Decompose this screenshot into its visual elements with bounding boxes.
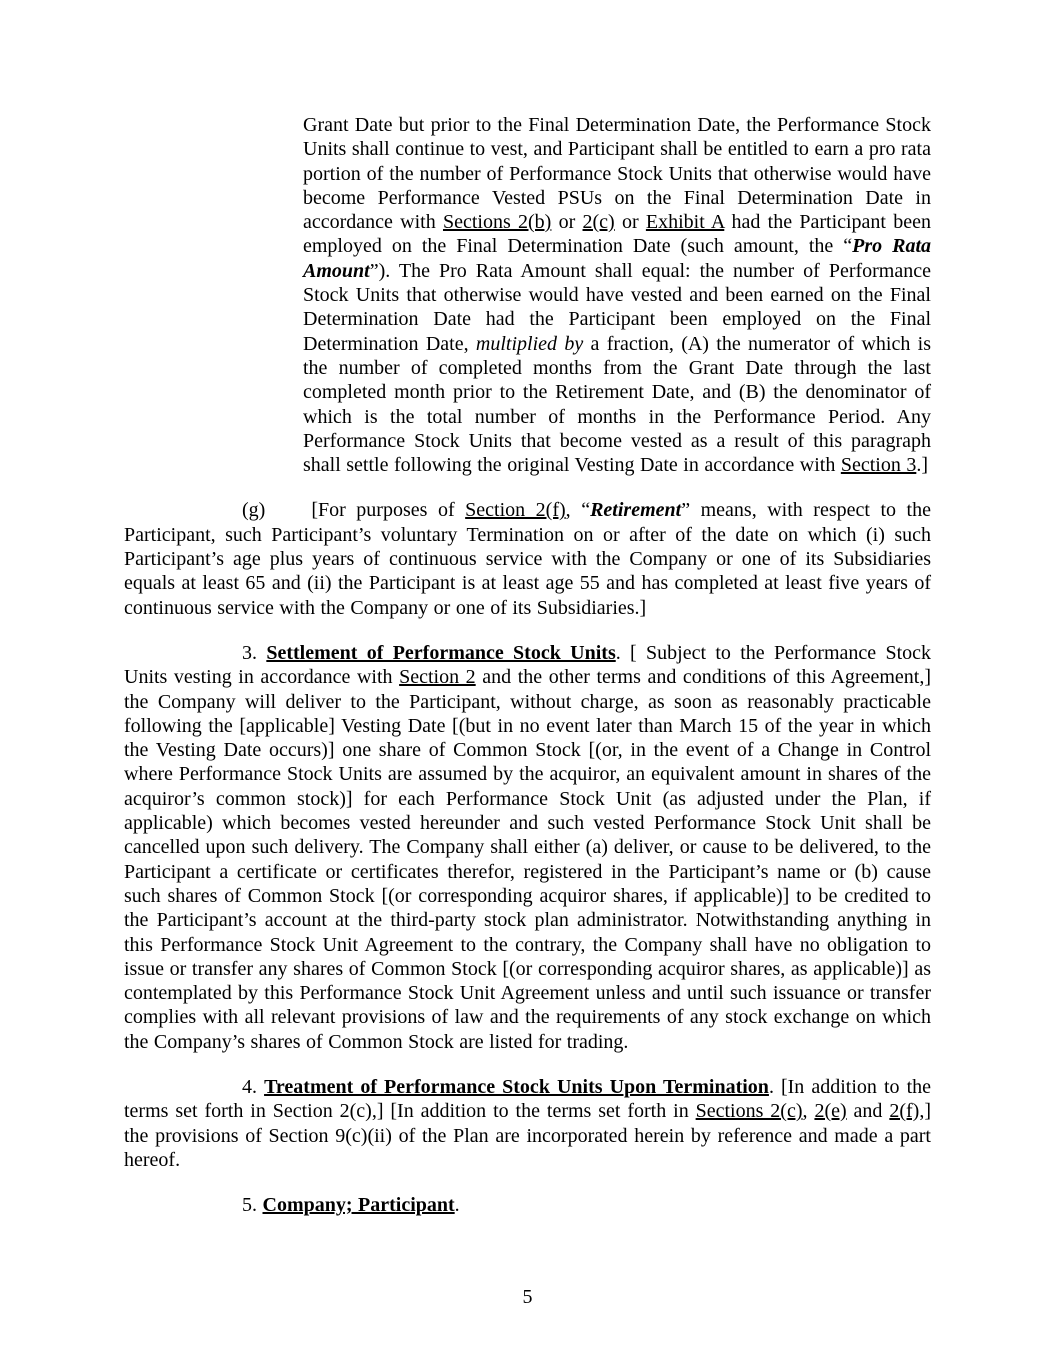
section-reference: 2(e) xyxy=(814,1100,847,1123)
text-run: ” means, with respect to the Participant, such Participant’s voluntary Termination on or after of the date on which (i) such Participant’s age plus years of continuous service with the Company or one of its Subsidiaries equals at least 65 and (ii) the Participant is at least age 55 and has completed at least five years of continuous service with the Company or one of its Subsidiaries.] xyxy=(124,499,931,619)
text-run: ] the provisions of Section 9(c)(ii) of the Plan are incorporated herein by reference and made a part hereof. xyxy=(124,1100,931,1171)
text-run: or xyxy=(614,211,646,234)
text-run: . [ Subject to the Performance Stock Units vesting in accordance with xyxy=(124,641,932,689)
text-run: had the Participant been employed on the Final Determination Date (such amount, the “ xyxy=(303,211,931,258)
defined-term: Retirement xyxy=(590,499,682,522)
section-reference: Exhibit A xyxy=(645,211,725,234)
text-run: .] xyxy=(916,454,928,477)
text-run: 3. xyxy=(242,641,267,664)
text-run: ”). The Pro Rata Amount shall equal: the number of Performance Stock Units that otherwise would have vested and been earned on the Final Determination Date had the Participant been employed on the Final Determination Date, xyxy=(303,259,931,355)
section-reference: Section 2 xyxy=(399,666,476,689)
section-reference: Treatment of Performance Stock Units Upon Termination xyxy=(264,1075,769,1098)
defined-term: Pro Rata Amount xyxy=(303,235,931,282)
text-run: Grant Date but prior to the Final Determination Date, the Performance Stock Units shall continue to vest, and Participant shall be entitled to earn a pro rata portion of the number of Performance Stock Units that otherwise would have become Performance Vested PSUs on the Final Determination Date in accordance with xyxy=(303,114,931,234)
text-run: (g) xyxy=(242,499,266,522)
text-run: or xyxy=(551,211,583,234)
section-reference: Company; Participant xyxy=(262,1194,455,1217)
text-run: and the other terms and conditions of this Agreement,] the Company will deliver to the Participant, without charge, as soon as reasonably practicable following the [applicable] Vesting Date [(but in no event later than March 15 of the year in which the Vesting Date occurs)] one share of Common Stock [(or, in the event of a Change in Control where Performance Stock Units are assumed by the acquiror, an equivalent amount in shares of the acquiror’s common stock)] for each Performance Stock Unit (as adjusted under the Plan, if applicable) which becomes vested hereunder and such vested Performance Stock Unit shall be cancelled upon such delivery. The Company shall either (a) deliver, or cause to be delivered, to the Participant a certificate or certificates therefor, registered in the Participant’s name or (b) cause such shares of Common Stock [(or corresponding acquiror shares, if applicable)] to be credited to the Participant’s account at the third-party stock plan administrator. Notwithstanding anything in this Performance Stock Unit Agreement to the contrary, the Company shall have no obligation to issue or transfer any shares of Common Stock [(or corresponding acquiror shares, as applicable)] as contemplated by this Performance Stock Unit Agreement unless and until such issuance or transfer complies with all relevant provisions of law and the requirements of any stock exchange on which the Company’s shares of Common Stock are listed for trading. xyxy=(124,666,931,1053)
text-run: and xyxy=(846,1100,890,1123)
text-run: [For purposes of xyxy=(311,499,466,522)
section-reference: Settlement of Performance Stock Units xyxy=(266,641,616,664)
text-run: . [In addition to the terms set forth in Section 2(c),] [In addition to the terms set forth in xyxy=(124,1075,932,1123)
paragraphs xyxy=(124,113,931,1217)
section-reference: 2(c) xyxy=(582,211,615,234)
text-run: multiplied by xyxy=(475,332,584,355)
text-run: 4. xyxy=(242,1075,265,1098)
section-4-treatment-upon-termination xyxy=(124,1075,931,1172)
page-number: 5 xyxy=(522,1285,533,1308)
section-5-company-participant xyxy=(124,1193,931,1217)
text-run: , xyxy=(802,1100,815,1123)
pro-rata-continuation-block xyxy=(303,113,931,477)
section-reference: Sections 2(c) xyxy=(695,1100,803,1123)
section-reference: Section 2(f) xyxy=(465,499,566,522)
text-run: 5. xyxy=(242,1194,263,1217)
section-3-settlement xyxy=(124,641,931,1054)
section-reference: Sections 2(b) xyxy=(442,211,552,234)
text-run: a fraction, (A) the numerator of which is the number of completed months from the Grant Date through the last completed month prior to the Retirement Date, and (B) the denominator of which is the total number of months in the Performance Period. Any Performance Stock Units that become vested as a result of this paragraph shall settle following the original Vesting Date in accordance with xyxy=(303,332,932,477)
section-reference: Section 3 xyxy=(840,454,917,477)
clause-g-retirement-definition xyxy=(124,498,931,619)
text-run: . xyxy=(454,1194,460,1217)
text-run: , “ xyxy=(565,499,591,522)
section-reference: 2(f), xyxy=(889,1100,925,1123)
